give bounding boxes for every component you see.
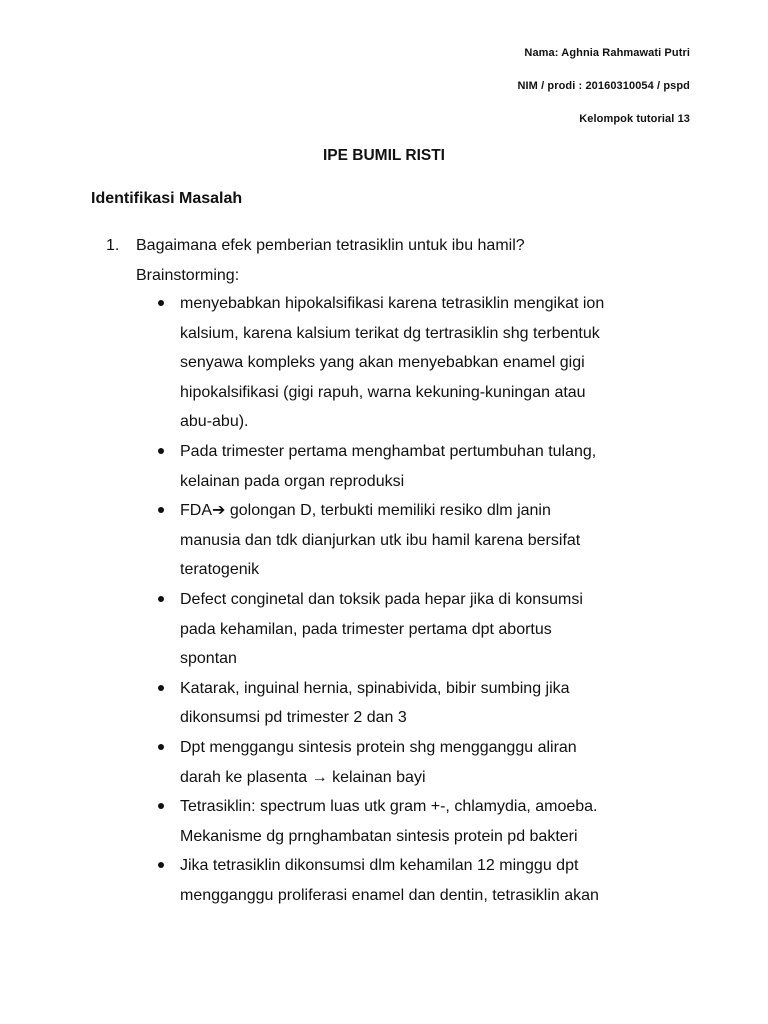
list-item-line: senyawa kompleks yang akan menyebabkan enamel gigi	[180, 354, 585, 372]
question-number: 1.	[106, 237, 120, 254]
document-title: IPE BUMIL RISTI	[322, 147, 445, 164]
list-item-line: Katarak, inguinal hernia, spinabivida, bibir sumbing jika	[180, 679, 570, 697]
student-name: Nama: Aghnia Rahmawati Putri	[524, 47, 690, 59]
list-item-line: FDA➔ golongan D, terbukti memiliki resiko dlm janin	[180, 502, 551, 520]
bullet-dot-icon	[158, 448, 164, 454]
list-item-line: Mekanisme dg prnghambatan sintesis protein pd bakteri	[180, 827, 578, 845]
bullet-dot-icon	[158, 596, 164, 602]
bullet-dot-icon	[158, 507, 164, 513]
list-item-line: Jika tetrasiklin dikonsumsi dlm kehamilan 12 minggu dpt	[180, 857, 579, 875]
bullet-dot-icon	[158, 685, 164, 691]
question-text: Bagaimana efek pemberian tetrasiklin untuk ibu hamil?	[136, 237, 525, 254]
section-title: Identifikasi Masalah	[91, 190, 243, 207]
bullet-dot-icon	[158, 862, 164, 868]
list-item-line: mengganggu proliferasi enamel dan dentin, tetrasiklin akan	[180, 886, 599, 904]
bullet-dot-icon	[158, 300, 164, 306]
list-item-line: Pada trimester pertama menghambat pertumbuhan tulang,	[180, 442, 597, 460]
list-item	[155, 585, 700, 674]
list-item-line: dikonsumsi pd trimester 2 dan 3	[180, 709, 407, 727]
student-nim-prodi: NIM / prodi : 20160310054 / pspd	[517, 80, 690, 92]
bullet-dot-icon	[158, 744, 164, 750]
question-block	[106, 231, 696, 290]
brainstorming-list	[155, 289, 700, 910]
tutorial-group: Kelompok tutorial 13	[579, 113, 690, 125]
list-item	[155, 733, 700, 792]
list-item-line: teratogenik	[180, 561, 260, 579]
list-item-line: Defect conginetal dan toksik pada hepar jika di konsumsi	[180, 590, 583, 608]
list-item-line: darah ke plasenta → kelainan bayi	[180, 768, 426, 786]
list-item	[155, 792, 700, 851]
list-item	[155, 289, 700, 437]
brainstorming-label: Brainstorming:	[136, 266, 240, 284]
list-item-line: spontan	[180, 650, 237, 668]
list-item-line: pada kehamilan, pada trimester pertama dpt abortus	[180, 620, 552, 638]
list-item-line: kelainan pada organ reproduksi	[180, 472, 405, 490]
list-item	[155, 437, 700, 496]
list-item-line: Tetrasiklin: spectrum luas utk gram +-, chlamydia, amoeba.	[180, 798, 598, 816]
list-item	[155, 851, 700, 910]
list-item-line: menyebabkan hipokalsifikasi karena tetrasiklin mengikat ion	[180, 295, 605, 312]
list-item-line: hipokalsifikasi (gigi rapuh, warna kekuning-kuningan atau	[180, 383, 586, 401]
list-item-line: abu-abu).	[180, 413, 249, 431]
list-item-line: Dpt menggangu sintesis protein shg mengganggu aliran	[180, 738, 577, 756]
list-item	[155, 496, 700, 585]
list-item-line: manusia dan tdk dianjurkan utk ibu hamil karena bersifat	[180, 531, 581, 549]
bullet-dot-icon	[158, 803, 164, 809]
question-row	[106, 231, 696, 261]
list-item	[155, 674, 700, 733]
list-item-line: kalsium, karena kalsium terikat dg tertrasiklin shg terbentuk	[180, 324, 600, 342]
